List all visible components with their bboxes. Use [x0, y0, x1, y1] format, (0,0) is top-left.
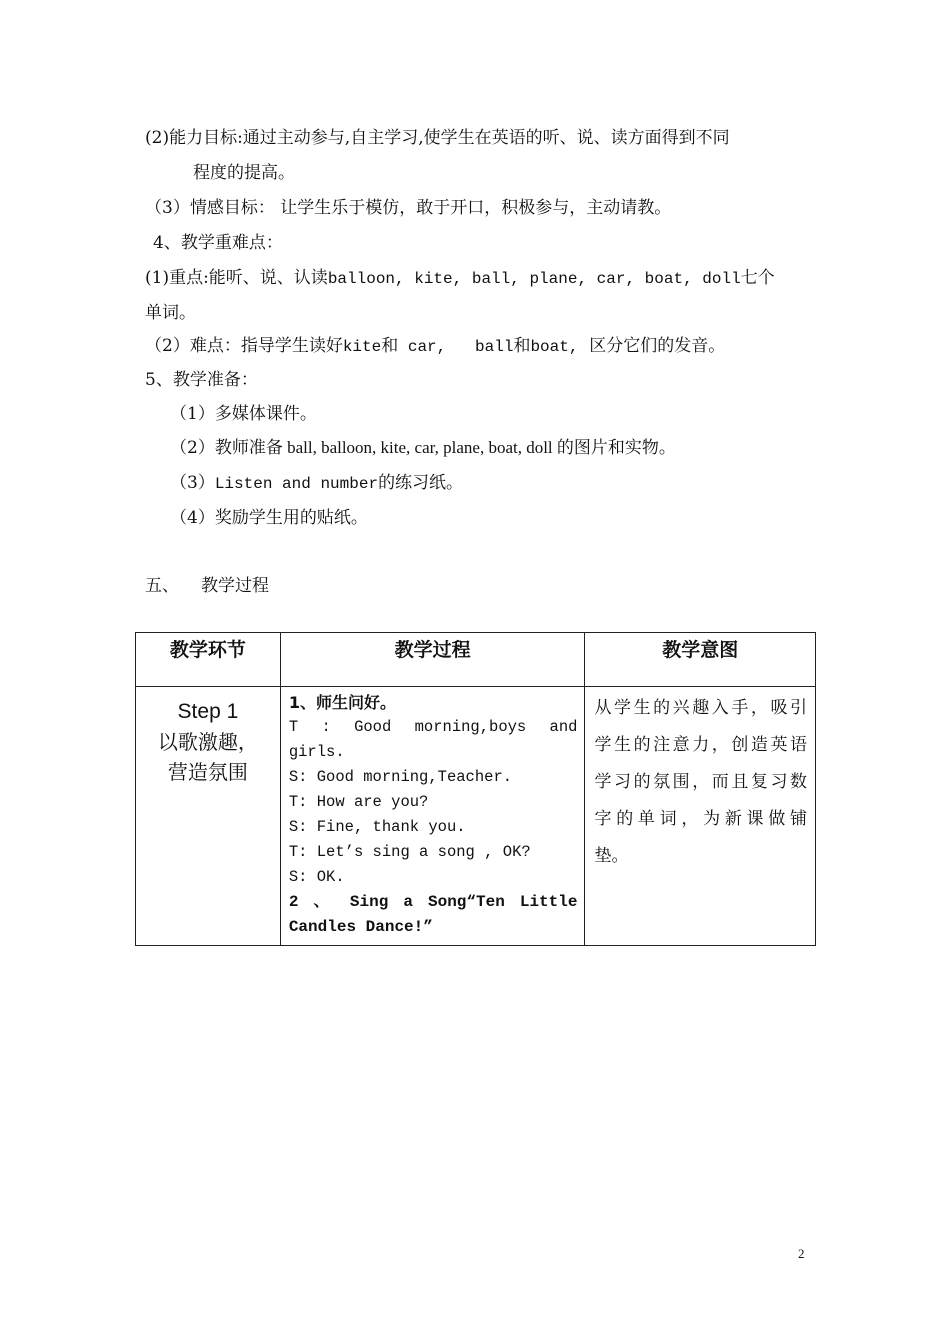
key-points-heading: 4、教学重难点：: [153, 233, 283, 253]
dialogue-line: girls.: [288, 743, 345, 761]
dialogue-line: S: Good morning,Teacher.: [288, 768, 513, 786]
step-cell: [136, 687, 281, 946]
item3-suffix: 的练习纸。: [378, 473, 464, 493]
key-point-focus: [145, 266, 775, 291]
greeting-heading: 1、师生问好。: [288, 693, 396, 712]
dialogue-line: S: Fine, thank you.: [288, 818, 466, 836]
preparation-item-3: [170, 471, 463, 496]
difficulty-word-car-ball: car, ball: [398, 338, 514, 356]
preparation-item-4: （4）奖励学生用的贴纸。: [170, 508, 368, 528]
difficulty-prefix: （2）难点：指导学生读好: [145, 336, 343, 356]
preparation-item-1: （1）多媒体课件。: [170, 404, 317, 424]
item2-suffix: 的图片和实物。: [556, 438, 676, 458]
difficulty-word-kite: kite: [342, 338, 382, 356]
preparation-item-2: [170, 436, 676, 460]
focus-words: balloon, kite, ball, plane, car, boat, doll: [327, 270, 741, 288]
step-title: Step 1: [177, 700, 239, 723]
item2-words: ball, balloon, kite, car, plane, boat, doll: [282, 438, 557, 457]
intent-line: 从学生的兴趣入手，吸引: [594, 698, 807, 718]
table-header-row: [136, 633, 816, 687]
teaching-process-table: [135, 632, 816, 946]
dialogue-line: T: How are you?: [288, 793, 429, 811]
item3-words: Listen and number: [214, 475, 379, 493]
ability-objective-line1: (2)能力目标:通过主动参与,自主学习,使学生在英语的听、说、读方面得到不同: [145, 128, 730, 148]
step-name-line1: 以歌激趣，: [157, 730, 258, 754]
header-stage: 教学环节: [136, 633, 281, 687]
focus-prefix: (1)重点:能听、说、认读: [145, 268, 328, 288]
dialogue-line: T: Let’s sing a song , OK?: [288, 843, 531, 861]
dialogue-line: T : Good morning,boys and: [288, 718, 578, 736]
section-title: 教学过程: [201, 576, 269, 596]
difficulty-and-1: 和: [381, 336, 399, 356]
emotion-objective: （3）情感目标： 让学生乐于模仿，敢于开口，积极参与，主动请教。: [145, 198, 672, 218]
intent-line: 学生的注意力，创造英语: [594, 735, 807, 755]
difficulty-and-2: 和: [513, 336, 531, 356]
key-point-difficulty: [145, 334, 725, 359]
section-number: 五、: [145, 576, 179, 596]
item2-prefix: （2）教师准备: [170, 438, 283, 458]
difficulty-word-boat: boat,: [530, 338, 579, 356]
ability-objective-line2: 程度的提高。: [193, 163, 295, 183]
song-line1: 2 、 Sing a Song“Ten Little: [288, 893, 578, 911]
page-number: 2: [798, 1246, 805, 1261]
focus-suffix: 七个: [740, 268, 775, 288]
table-row: [136, 687, 816, 946]
key-point-focus-line2: 单词。: [145, 303, 196, 323]
header-intent: 教学意图: [585, 633, 816, 687]
dialogue-line: S: OK.: [288, 868, 345, 886]
intent-line: 字的单词，为新课做铺: [594, 809, 807, 829]
step-name-line2: 营造氛围: [167, 760, 248, 784]
item3-prefix: （3）: [170, 473, 215, 493]
process-cell: [280, 687, 585, 946]
song-line2: Candles Dance!”: [288, 918, 433, 936]
intent-line: 垫。: [594, 846, 629, 866]
intent-cell: [585, 687, 816, 946]
intent-line: 学习的氛围，而且复习数: [594, 772, 807, 792]
difficulty-suffix: 区分它们的发音。: [578, 336, 726, 356]
preparation-heading: 5、教学准备：: [145, 370, 258, 390]
header-process: 教学过程: [280, 633, 585, 687]
